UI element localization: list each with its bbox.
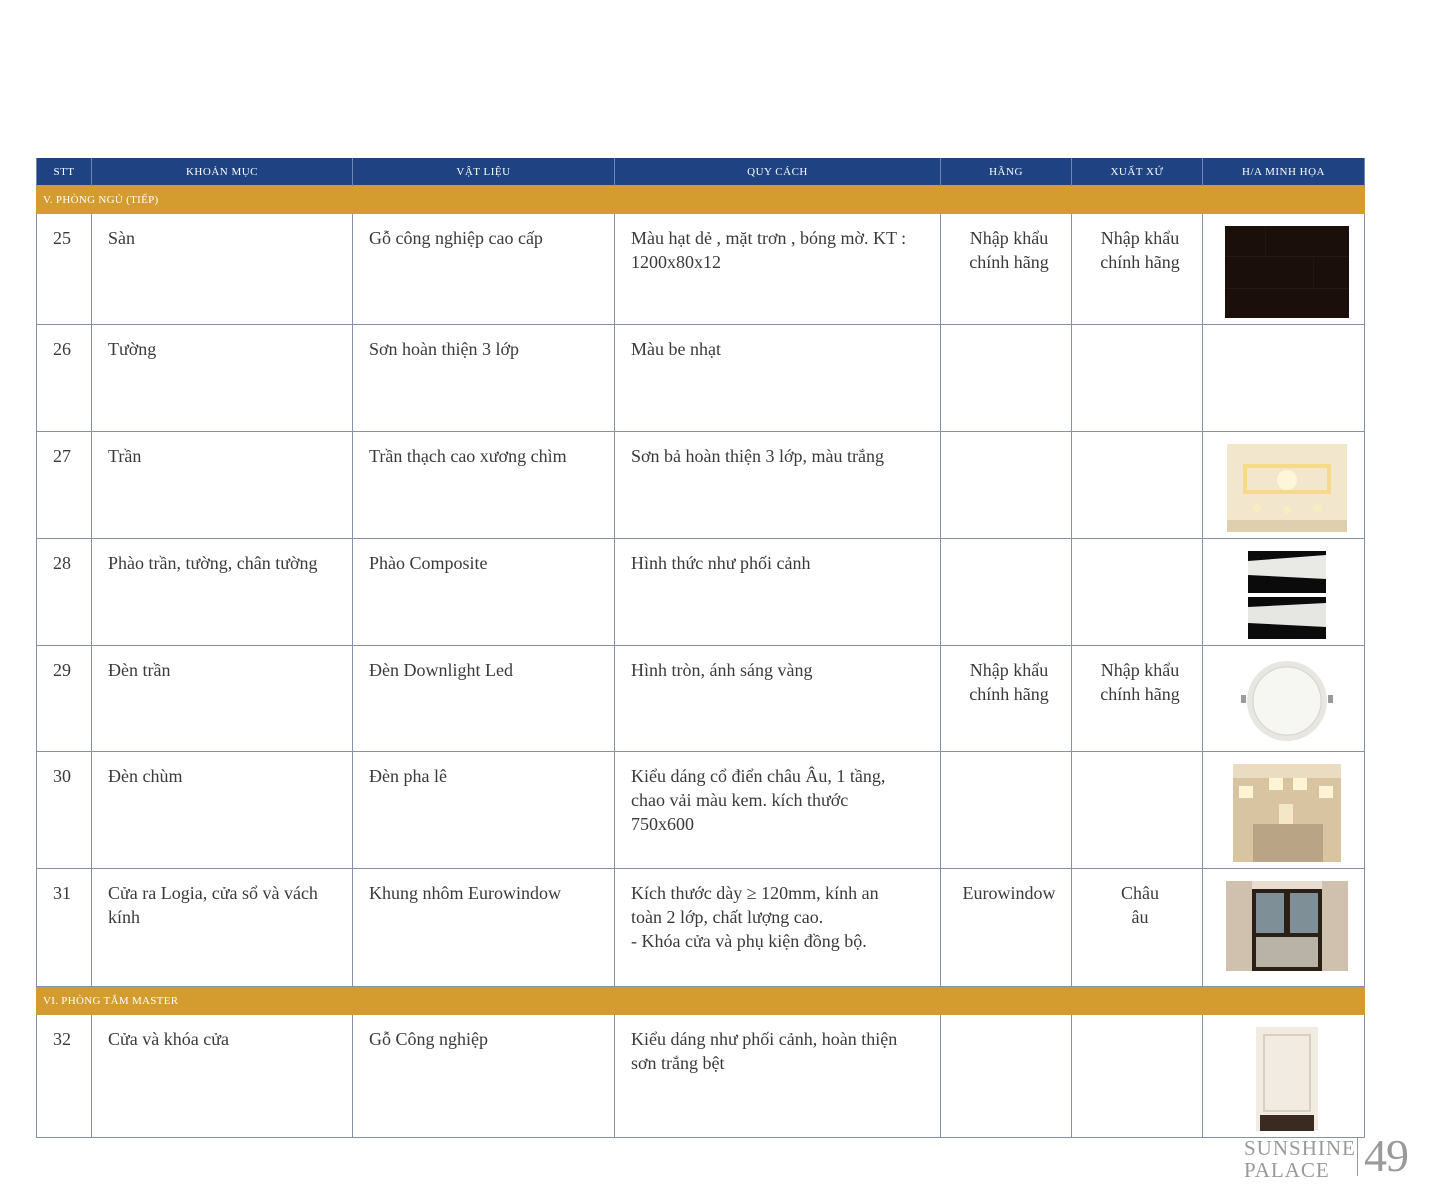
spec-cell bbox=[615, 1015, 941, 1138]
item-cell: Trần bbox=[92, 432, 353, 539]
origin-cell bbox=[1072, 869, 1203, 987]
spec-line: Kích thước dày ≥ 120mm, kính an bbox=[631, 883, 879, 903]
spec-line: Kiểu dáng như phối cảnh, hoàn thiện bbox=[631, 1029, 898, 1049]
origin-cell bbox=[1072, 325, 1203, 432]
brand-cell bbox=[941, 1015, 1072, 1138]
table-header-row bbox=[37, 158, 1365, 186]
table-row bbox=[37, 325, 1365, 432]
origin-cell bbox=[1072, 214, 1203, 325]
material-cell: Trần thạch cao xương chìm bbox=[353, 432, 615, 539]
spec-line: Màu be nhạt bbox=[631, 339, 721, 359]
spec-line: Hình thức như phối cảnh bbox=[631, 553, 811, 573]
page-number: 49 bbox=[1364, 1130, 1408, 1181]
material-cell: Sơn hoàn thiện 3 lớp bbox=[353, 325, 615, 432]
logo-line-1: SUNSHINE bbox=[1244, 1136, 1356, 1160]
item-cell: Đèn trần bbox=[92, 646, 353, 752]
image-cell bbox=[1203, 646, 1365, 752]
brand-line: Nhập khẩu bbox=[969, 660, 1049, 680]
material-cell: Gỗ công nghiệp cao cấp bbox=[353, 214, 615, 325]
table-row bbox=[37, 432, 1365, 539]
stt-cell: 26 bbox=[37, 325, 92, 432]
spec-cell bbox=[615, 432, 941, 539]
section-title: V. PHÒNG NGỦ (TIẾP) bbox=[37, 186, 1365, 214]
material-cell: Khung nhôm Eurowindow bbox=[353, 869, 615, 987]
item-cell: Tường bbox=[92, 325, 353, 432]
table-row bbox=[37, 1015, 1365, 1138]
image-cell bbox=[1203, 1015, 1365, 1138]
item-cell: Đèn chùm bbox=[92, 752, 353, 869]
brand-cell bbox=[941, 869, 1072, 987]
image-cell bbox=[1203, 432, 1365, 539]
header-item: KHOẢN MỤC bbox=[92, 158, 353, 186]
brand-cell bbox=[941, 325, 1072, 432]
brand-line: Eurowindow bbox=[962, 883, 1056, 903]
origin-line: Châu bbox=[1121, 883, 1159, 903]
origin-line: Nhập khẩu bbox=[1100, 660, 1180, 680]
brand-line: Nhập khẩu bbox=[969, 228, 1049, 248]
spec-cell bbox=[615, 752, 941, 869]
spec-cell bbox=[615, 646, 941, 752]
origin-line: Nhập khẩu bbox=[1100, 228, 1180, 248]
stt-cell: 25 bbox=[37, 214, 92, 325]
spec-line: Màu hạt dẻ , mặt trơn , bóng mờ. KT : bbox=[631, 228, 907, 248]
image-cell bbox=[1203, 752, 1365, 869]
stt-cell: 30 bbox=[37, 752, 92, 869]
spec-line: sơn trắng bệt bbox=[631, 1053, 725, 1073]
origin-cell bbox=[1072, 432, 1203, 539]
round-downlight-image bbox=[1241, 658, 1333, 744]
section-row bbox=[37, 987, 1365, 1015]
header-spec: QUY CÁCH bbox=[615, 158, 941, 186]
spec-cell bbox=[615, 539, 941, 646]
stt-cell: 32 bbox=[37, 1015, 92, 1138]
brand-line: chính hãng bbox=[969, 684, 1049, 704]
spec-cell bbox=[615, 325, 941, 432]
ceiling-lights-image bbox=[1227, 444, 1347, 532]
spec-cell bbox=[615, 214, 941, 325]
image-cell bbox=[1203, 539, 1365, 646]
origin-cell bbox=[1072, 646, 1203, 752]
stt-cell: 27 bbox=[37, 432, 92, 539]
material-cell: Đèn pha lê bbox=[353, 752, 615, 869]
image-cell bbox=[1203, 869, 1365, 987]
image-cell bbox=[1203, 325, 1365, 432]
spec-line: Hình tròn, ánh sáng vàng bbox=[631, 660, 813, 680]
sunshine-palace-logo bbox=[1244, 1130, 1424, 1182]
material-cell: Gỗ Công nghiệp bbox=[353, 1015, 615, 1138]
header-stt: STT bbox=[37, 158, 92, 186]
window-curtains-image bbox=[1226, 881, 1348, 971]
spec-line: toàn 2 lớp, chất lượng cao. bbox=[631, 907, 824, 927]
table-row bbox=[37, 646, 1365, 752]
item-cell: Cửa ra Logia, cửa sổ và vách kính bbox=[92, 869, 353, 987]
item-cell: Cửa và khóa cửa bbox=[92, 1015, 353, 1138]
brand-cell bbox=[941, 646, 1072, 752]
table-row bbox=[37, 869, 1365, 987]
item-cell: Sàn bbox=[92, 214, 353, 325]
header-origin: XUẤT XỨ bbox=[1072, 158, 1203, 186]
stt-cell: 31 bbox=[37, 869, 92, 987]
header-image: H/A MINH HỌA bbox=[1203, 158, 1365, 186]
stt-cell: 29 bbox=[37, 646, 92, 752]
origin-cell bbox=[1072, 1015, 1203, 1138]
table-row bbox=[37, 539, 1365, 646]
spec-line: 1200x80x12 bbox=[631, 252, 721, 272]
brand-cell bbox=[941, 214, 1072, 325]
spec-line: 750x600 bbox=[631, 814, 694, 834]
table-row bbox=[37, 214, 1365, 325]
item-cell: Phào trần, tường, chân tường bbox=[92, 539, 353, 646]
section-title: VI. PHÒNG TẮM MASTER bbox=[37, 987, 1365, 1015]
table-row bbox=[37, 752, 1365, 869]
spec-line: Kiểu dáng cổ điển châu Âu, 1 tầng, bbox=[631, 766, 886, 786]
section-row bbox=[37, 186, 1365, 214]
logo-divider bbox=[1357, 1138, 1358, 1176]
image-cell bbox=[1203, 214, 1365, 325]
material-cell: Đèn Downlight Led bbox=[353, 646, 615, 752]
brand-line: chính hãng bbox=[969, 252, 1049, 272]
header-brand: HÃNG bbox=[941, 158, 1072, 186]
brand-cell bbox=[941, 539, 1072, 646]
origin-cell bbox=[1072, 539, 1203, 646]
header-material: VẬT LIỆU bbox=[353, 158, 615, 186]
origin-line: âu bbox=[1131, 907, 1149, 927]
origin-line: chính hãng bbox=[1100, 252, 1180, 272]
spec-line: - Khóa cửa và phụ kiện đồng bộ. bbox=[631, 931, 867, 951]
spec-cell bbox=[615, 869, 941, 987]
stt-cell: 28 bbox=[37, 539, 92, 646]
white-door-image bbox=[1256, 1027, 1318, 1131]
brand-cell bbox=[941, 432, 1072, 539]
logo-line-2: PALACE bbox=[1244, 1158, 1330, 1182]
material-cell: Phào Composite bbox=[353, 539, 615, 646]
origin-cell bbox=[1072, 752, 1203, 869]
materials-spec-table bbox=[36, 158, 1365, 1138]
origin-line: chính hãng bbox=[1100, 684, 1180, 704]
brand-cell bbox=[941, 752, 1072, 869]
dark-wood-floor-image bbox=[1225, 226, 1349, 318]
chandelier-image bbox=[1233, 764, 1341, 862]
spec-line: Sơn bả hoàn thiện 3 lớp, màu trắng bbox=[631, 446, 884, 466]
moulding-profiles-image bbox=[1248, 551, 1326, 639]
spec-line: chao vải màu kem. kích thước bbox=[631, 790, 849, 810]
